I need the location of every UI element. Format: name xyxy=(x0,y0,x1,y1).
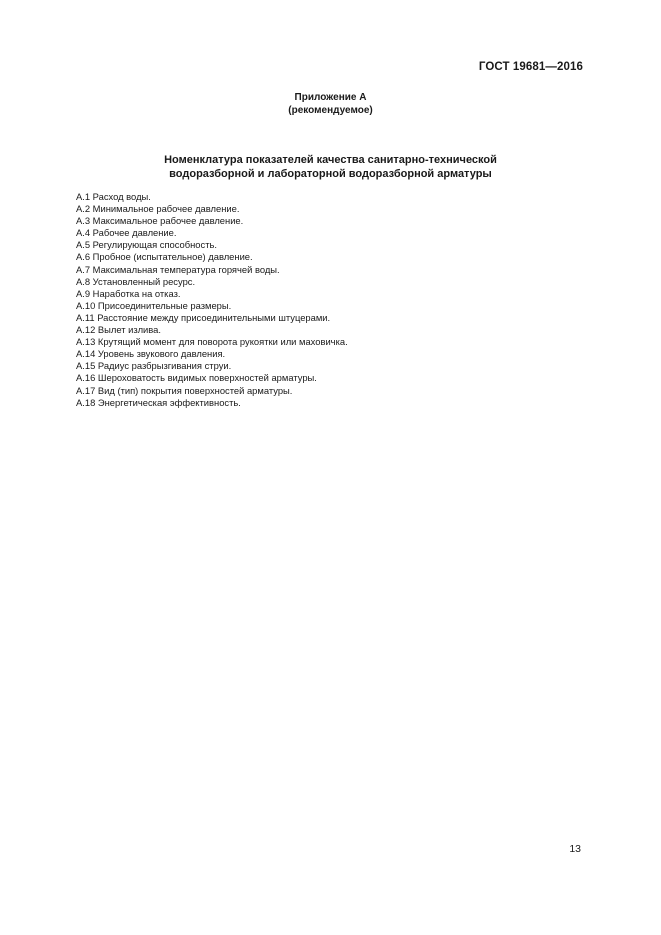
appendix-status: (рекомендуемое) xyxy=(288,104,373,116)
list-item: А.3 Максимальное рабочее давление. xyxy=(76,215,244,227)
list-item: А.16 Шероховатость видимых поверхностей арматуры. xyxy=(76,372,317,384)
section-title xyxy=(0,153,661,181)
list-item: А.4 Рабочее давление. xyxy=(76,227,177,239)
list-item: А.8 Установленный ресурс. xyxy=(76,275,196,287)
list-item: А.15 Радиус разбрызгивания струи. xyxy=(76,360,232,372)
list-item: А.14 Уровень звукового давления. xyxy=(76,348,226,360)
appendix-title: Приложение А xyxy=(294,92,367,103)
list-item: А.12 Вылет излива. xyxy=(76,324,161,336)
appendix-heading xyxy=(0,92,661,117)
indicator-list xyxy=(76,191,348,409)
document-code: ГОСТ 19681—2016 xyxy=(478,61,583,73)
list-item: А.9 Наработка на отказ. xyxy=(76,287,181,299)
list-item: А.18 Энергетическая эффективность. xyxy=(76,396,241,408)
list-item: А.6 Пробное (испытательное) давление. xyxy=(76,251,253,263)
list-item: А.2 Минимальное рабочее давление. xyxy=(76,203,240,215)
section-title-line-1: Номенклатура показателей качества санитарно-технической xyxy=(164,154,497,166)
list-item: А.17 Вид (тип) покрытия поверхностей арматуры. xyxy=(76,384,293,396)
section-title-line-2: водоразборной и лабораторной водоразборной арматуры xyxy=(169,168,492,180)
list-item: А.1 Расход воды. xyxy=(76,191,151,202)
list-item: А.13 Крутящий момент для поворота рукоятки или маховичка. xyxy=(76,336,348,348)
page-number: 13 xyxy=(569,843,581,855)
list-item: А.7 Максимальная температура горячей воды. xyxy=(76,263,280,275)
list-item: А.5 Регулирующая способность. xyxy=(76,239,217,251)
list-item: А.11 Расстояние между присоединительными штуцерами. xyxy=(76,311,331,323)
list-item: А.10 Присоединительные размеры. xyxy=(76,299,232,311)
